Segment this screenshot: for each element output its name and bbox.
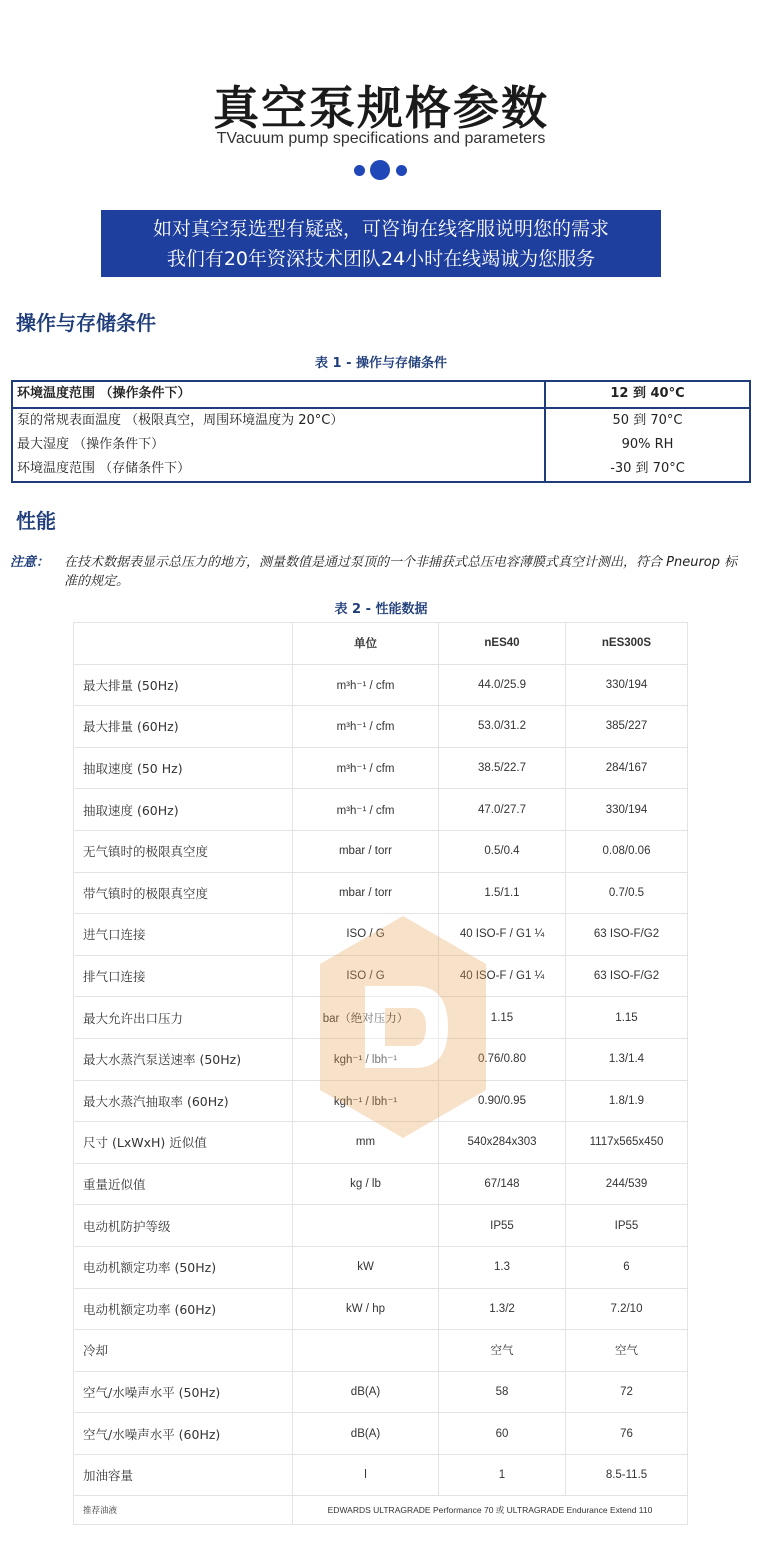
table-row (74, 997, 688, 1039)
table2-caption: 表 2 - 性能数据 (334, 602, 428, 617)
cell-model-2: 385/227 (566, 706, 688, 748)
cell-model-2: 284/167 (566, 747, 688, 789)
row-value: 50 到 70°C (612, 413, 683, 428)
cell-model-1: IP55 (439, 1205, 566, 1247)
footer-label: 推荐油液 (74, 1496, 293, 1525)
cell-name: 进气口连接 (74, 914, 293, 956)
cell-name: 最大排量 (60Hz) (74, 706, 293, 748)
header-name (74, 623, 293, 665)
performance-table (73, 622, 688, 1525)
cell-unit: mbar / torr (293, 830, 439, 872)
row-value: -30 到 70°C (610, 461, 685, 476)
cell-model-1: 38.5/22.7 (439, 747, 566, 789)
cell-unit (293, 1330, 439, 1372)
page-subtitle: TVacuum pump specifications and parameters (216, 130, 546, 147)
cell-name: 最大排量 (50Hz) (74, 664, 293, 706)
cell-unit: kW / hp (293, 1288, 439, 1330)
cell-name: 电动机防护等级 (74, 1205, 293, 1247)
cell-model-2: 1.8/1.9 (566, 1080, 688, 1122)
row-label: 环境温度范围 （存储条件下） (13, 457, 546, 481)
table-row (74, 955, 688, 997)
cell-model-1: 40 ISO-F / G1 ¼ (439, 914, 566, 956)
cell-unit: mbar / torr (293, 872, 439, 914)
row-value: 90% RH (621, 437, 674, 452)
cell-name: 冷却 (74, 1330, 293, 1372)
table-row (74, 1371, 688, 1413)
note-text: 在技术数据表显示总压力的地方，测量数值是通过泵顶的一个非捕获式总压电容薄膜式真空计测出，符合 Pneurop 标准的规定。 (64, 555, 738, 589)
cell-unit: kgh⁻¹ / lbh⁻¹ (293, 1038, 439, 1080)
cell-model-1: 0.76/0.80 (439, 1038, 566, 1080)
cell-unit: kW (293, 1246, 439, 1288)
table-row (74, 1038, 688, 1080)
table-row (74, 747, 688, 789)
table-footer-row (74, 1496, 688, 1525)
cell-model-1: 44.0/25.9 (439, 664, 566, 706)
cell-name: 抽取速度 (60Hz) (74, 789, 293, 831)
table-row (74, 1330, 688, 1372)
table-row (13, 433, 749, 457)
cell-unit: m³h⁻¹ / cfm (293, 747, 439, 789)
row-label: 环境温度范围 （操作条件下） (13, 382, 546, 407)
table-row (74, 1454, 688, 1496)
cell-model-2: 330/194 (566, 664, 688, 706)
table-row (74, 789, 688, 831)
decorative-dots (0, 158, 762, 182)
table-row (74, 1080, 688, 1122)
table-row (74, 914, 688, 956)
cell-name: 空气/水噪声水平 (50Hz) (74, 1371, 293, 1413)
cell-unit: dB(A) (293, 1371, 439, 1413)
cell-name: 电动机额定功率 (60Hz) (74, 1288, 293, 1330)
cell-model-2: 7.2/10 (566, 1288, 688, 1330)
cell-unit: m³h⁻¹ / cfm (293, 664, 439, 706)
cell-model-2: 63 ISO-F/G2 (566, 914, 688, 956)
cell-model-2: 0.08/0.06 (566, 830, 688, 872)
cell-model-2: 72 (566, 1371, 688, 1413)
banner-line-2: 我们有20年资深技术团队24小时在线竭诚为您服务 (166, 248, 596, 270)
cell-name: 电动机额定功率 (50Hz) (74, 1246, 293, 1288)
table-row (74, 1122, 688, 1164)
cell-unit: mm (293, 1122, 439, 1164)
cell-model-2: 1.3/1.4 (566, 1038, 688, 1080)
cell-unit: m³h⁻¹ / cfm (293, 789, 439, 831)
cell-model-2: 6 (566, 1246, 688, 1288)
cell-model-1: 0.5/0.4 (439, 830, 566, 872)
page-title: 真空泵规格参数 (213, 81, 549, 135)
banner-line-1: 如对真空泵选型有疑惑，可咨询在线客服说明您的需求 (152, 218, 609, 240)
cell-model-1: 67/148 (439, 1163, 566, 1205)
cell-model-1: 1.3/2 (439, 1288, 566, 1330)
cell-model-2: 63 ISO-F/G2 (566, 955, 688, 997)
cell-model-2: 0.7/0.5 (566, 872, 688, 914)
cell-model-2: 76 (566, 1413, 688, 1455)
cell-name: 排气口连接 (74, 955, 293, 997)
cell-model-2: 1.15 (566, 997, 688, 1039)
cell-unit: kg / lb (293, 1163, 439, 1205)
cell-name: 带气镇时的极限真空度 (74, 872, 293, 914)
table-header-row (74, 623, 688, 665)
row-value: 12 到 40°C (610, 386, 685, 401)
cell-model-1: 0.90/0.95 (439, 1080, 566, 1122)
cell-name: 加油容量 (74, 1454, 293, 1496)
cell-model-1: 1.3 (439, 1246, 566, 1288)
table1-caption: 表 1 - 操作与存储条件 (314, 356, 448, 371)
header-unit: 单位 (293, 623, 439, 665)
cell-model-2: 244/539 (566, 1163, 688, 1205)
cell-unit: ISO / G (293, 914, 439, 956)
table-row (74, 830, 688, 872)
cell-unit: dB(A) (293, 1413, 439, 1455)
cell-model-1: 空气 (439, 1330, 566, 1372)
cell-model-1: 40 ISO-F / G1 ¼ (439, 955, 566, 997)
table-row (74, 1163, 688, 1205)
cell-model-2: 空气 (566, 1330, 688, 1372)
cell-model-2: 8.5-11.5 (566, 1454, 688, 1496)
row-label: 最大湿度 （操作条件下） (13, 433, 546, 457)
cell-unit: m³h⁻¹ / cfm (293, 706, 439, 748)
dot-icon (354, 165, 365, 176)
cell-name: 最大水蒸汽泵送速率 (50Hz) (74, 1038, 293, 1080)
table-row (74, 1288, 688, 1330)
footer-value: EDWARDS ULTRAGRADE Performance 70 或 ULTRAGRADE Endurance Extend 110 (293, 1496, 688, 1525)
header-model-1: nES40 (439, 623, 566, 665)
cell-unit: l (293, 1454, 439, 1496)
cell-name: 尺寸 (LxWxH) 近似值 (74, 1122, 293, 1164)
cell-unit: bar（绝对压力） (293, 997, 439, 1039)
cell-name: 无气镇时的极限真空度 (74, 830, 293, 872)
dot-icon (370, 160, 390, 180)
cell-model-1: 58 (439, 1371, 566, 1413)
dot-icon (396, 165, 407, 176)
table-row (13, 409, 749, 433)
table-row (74, 872, 688, 914)
cell-name: 空气/水噪声水平 (60Hz) (74, 1413, 293, 1455)
cell-model-1: 47.0/27.7 (439, 789, 566, 831)
cell-model-2: IP55 (566, 1205, 688, 1247)
table-row (13, 382, 749, 409)
table-row (74, 706, 688, 748)
table-row (74, 664, 688, 706)
note-label: 注意： (10, 555, 50, 570)
cell-name: 重量近似值 (74, 1163, 293, 1205)
cell-model-2: 330/194 (566, 789, 688, 831)
row-label: 泵的常规表面温度 （极限真空，周围环境温度为 20°C） (13, 409, 546, 433)
cell-unit: kgh⁻¹ / lbh⁻¹ (293, 1080, 439, 1122)
cell-model-1: 1 (439, 1454, 566, 1496)
cell-model-1: 1.15 (439, 997, 566, 1039)
table-row (74, 1205, 688, 1247)
cell-model-1: 1.5/1.1 (439, 872, 566, 914)
cell-name: 最大水蒸汽抽取率 (60Hz) (74, 1080, 293, 1122)
cell-model-2: 1117x565x450 (566, 1122, 688, 1164)
cell-model-1: 540x284x303 (439, 1122, 566, 1164)
table-row (74, 1246, 688, 1288)
conditions-table (11, 380, 751, 483)
section-heading-conditions: 操作与存储条件 (16, 311, 156, 335)
contact-banner (101, 210, 661, 277)
header-model-2: nES300S (566, 623, 688, 665)
cell-unit (293, 1205, 439, 1247)
cell-model-1: 60 (439, 1413, 566, 1455)
cell-name: 抽取速度 (50 Hz) (74, 747, 293, 789)
cell-name: 最大允许出口压力 (74, 997, 293, 1039)
table-row (13, 457, 749, 481)
section-heading-performance: 性能 (16, 509, 56, 533)
cell-model-1: 53.0/31.2 (439, 706, 566, 748)
cell-unit: ISO / G (293, 955, 439, 997)
table-row (74, 1413, 688, 1455)
